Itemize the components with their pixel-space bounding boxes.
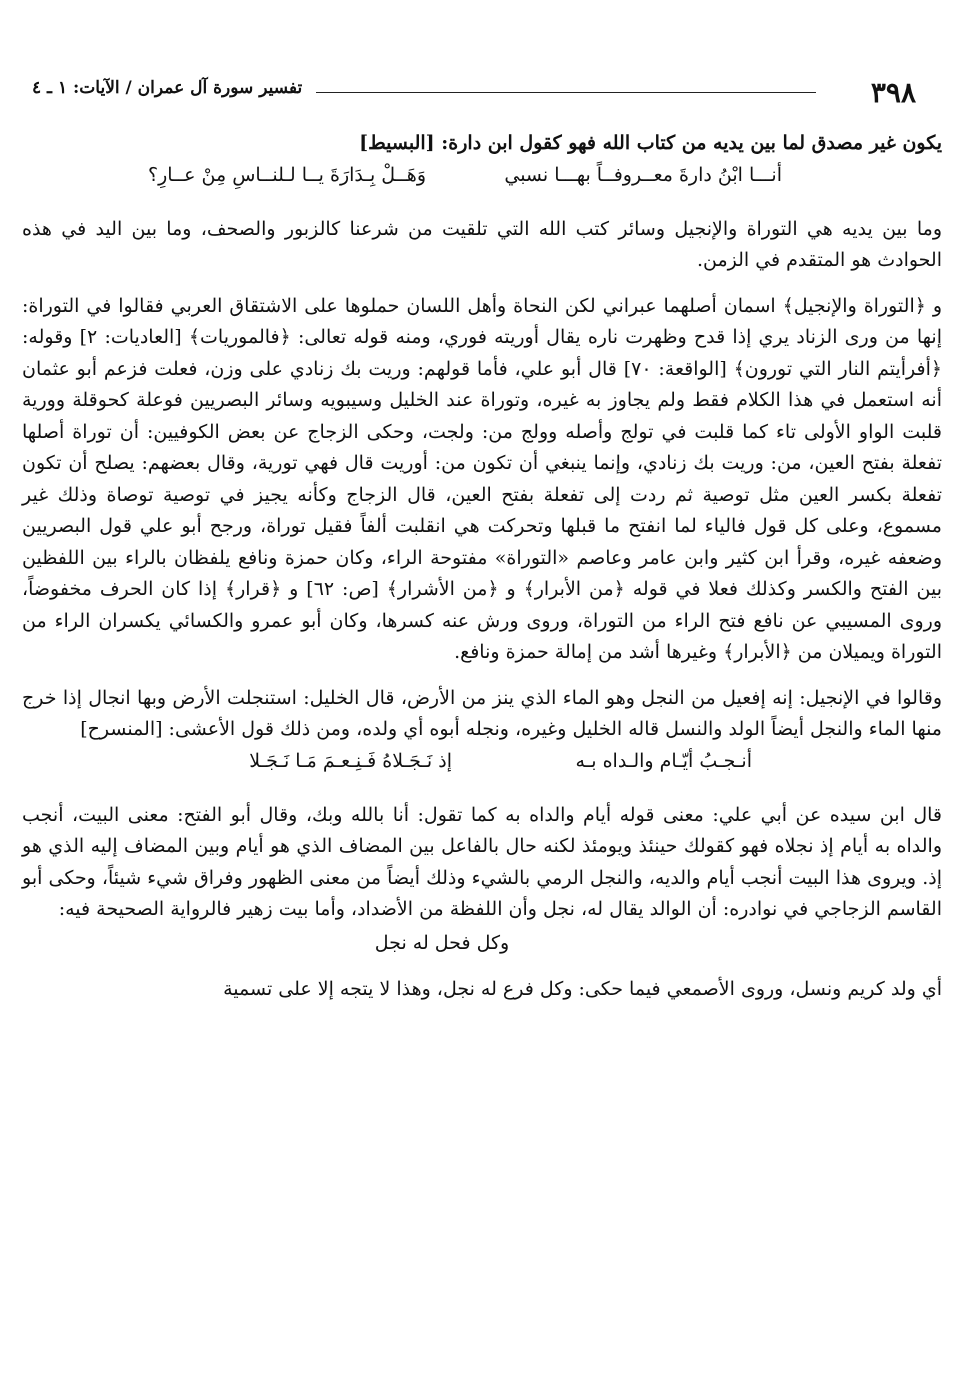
paragraph-1: يكون غير مصدق لما بين يديه من كتاب الله فهو كقول ابن دارة: [البسيط] bbox=[359, 132, 942, 154]
verse-2-first-hemistich: أنـجـبُ أيّـام والـداه بـه bbox=[575, 749, 752, 772]
page-header bbox=[24, 68, 944, 109]
verse-2 bbox=[22, 746, 942, 786]
header-rule bbox=[316, 92, 816, 93]
verse-2-second-hemistich: إذ نَـجَـلاهُ فَـنِـعـمَ مَـا نَـجَـلا bbox=[249, 749, 452, 772]
paragraph-2: وما بين يديه هي التوراة والإنجيل وسائر كتب الله التي تلقيت من شرعنا كالزبور والصحف، وما بين اليد في هذه الحوادث هو المتقدم في الزمن. bbox=[22, 217, 942, 271]
paragraph-5: قال ابن سيده عن أبي علي: معنى قوله أيام والداه به كما تقول: أنا بالله وبك، وقال أبو الفتح: معنى البيت، أنجب والداه به أيام إذ نجلاه فهو كقولك حينئذ ويومئذ لكنه حال بالفاعل بين المضاف الذي هو أيام وبين المضاف إليه الذي هو إذ. ويروى هذا البيت أنجب أيام والديه، والنجل الرمي بالشيء وذلك أيضاً من معنى الظهور وفراق شيء شيئاً، وحكى أبو القاسم الزجاجي في نوادره: أن الوالد يقال له، نجل وأن اللفظة من الأضداد، وأما بيت زهير فالرواية الصحيحة فيه: bbox=[22, 803, 942, 920]
verse-1-first-hemistich: أنـــا ابْنُ دارةَ معــروفــاً بهـــا نسبي bbox=[504, 163, 782, 186]
paragraph-3: و ﴿التوراة والإنجيل﴾ اسمان أصلهما عبراني لكن النحاة وأهل اللسان حملوها على الاشتقاق العربي فقالوا في التوراة: إنها من ورى الزناد يري إذا قدح وظهرت ناره يقال أوريته فوري، ومنه قوله تعالى: ﴿فالموريات﴾ [العاديات: ٢] وقوله: ﴿أفرأيتم النار التي تورون﴾ [الواقعة: ٧٠] قال أبو علي، فأما قولهم: وريت بك زنادي على وزن، فعلت فزعم أبو عثمان أنه استعمل في هذا الكلام فقط ولم يجاوز به غيره، وتوراة عند الخليل وسيبويه وسائر البصريين فوعلة كحوقلة وورية قلبت الواو الأولى تاء كما قلبت في تولج وأصله وولج من: ولجت، وحكى الزجاج عن بعض الكوفيين: أن توراة أصلها تفعلة بفتح العين، من: وريت بك زنادي، وإنما ينبغي أن تكون من: أوريت قال فهي تورية، وقال بعضهم: يصلح أن تكون تفعلة بكسر العين مثل توصية ثم ردت إلى تفعلة بفتح العين، قال الزجاج وكأنه يجيز في توصية توصاة وذلك غير مسموع، وعلى كل قول فالياء لما انفتح ما قبلها وتحركت هي انقلبت ألفاً فقيل توراة، ورجح أبو علي قول البصريين وضعفه غيره، وقرأ ابن كثير وابن عامر وعاصم «التوراة» مفتوحة الراء، وكان حمزة ونافع يلفظان بالراء بين اللفظين بين الفتح والكسر وكذلك فعلا في قوله ﴿من الأبرار﴾ و ﴿من الأشرار﴾ [ص: ٦٢] و ﴿قرار﴾ إذا كان الحرف مخفوضاً، وروى المسيبي عن نافع فتح الراء من التوراة، وروى ورش عنه كسرها، وكان أبو عمرو والكسائي يكسران الراء من التوراة ويميلان من ﴿الأبرار﴾ وغيرها أشد من إمالة حمزة ونافع. bbox=[22, 294, 942, 663]
verse-1-second-hemistich: وَهَــلْ بِـدَارَةَ يــا لـلنــاسِ مِنْ عــارِ؟ bbox=[147, 163, 426, 186]
paragraph-6: أي ولد كريم ونسل، وروى الأصمعي فيما حكى: وكل فرع له نجل، وهذا لا يتجه إلا على تسمية bbox=[223, 977, 942, 1000]
paragraph-4: وقالوا في الإنجيل: إنه إفعيل من النجل وهو الماء الذي ينز من الأرض، قال الخليل: استنجلت الأرض وبها انجال إذا خرج منها الماء والنجل أيضاً الولد والنسل قاله الخليل وغيره، ونجله أبوه أي ولده، ومن ذلك قول الأعشى: [المنسرح] bbox=[22, 686, 942, 740]
page-body bbox=[22, 128, 942, 1005]
page-number: ٣٩٨ bbox=[870, 76, 916, 109]
verse-1 bbox=[22, 160, 942, 200]
running-title: تفسير سورة آل عمران / الآيات: ١ ـ ٤ bbox=[32, 78, 303, 98]
verse-3: وكل فحل له نجل bbox=[374, 931, 510, 954]
